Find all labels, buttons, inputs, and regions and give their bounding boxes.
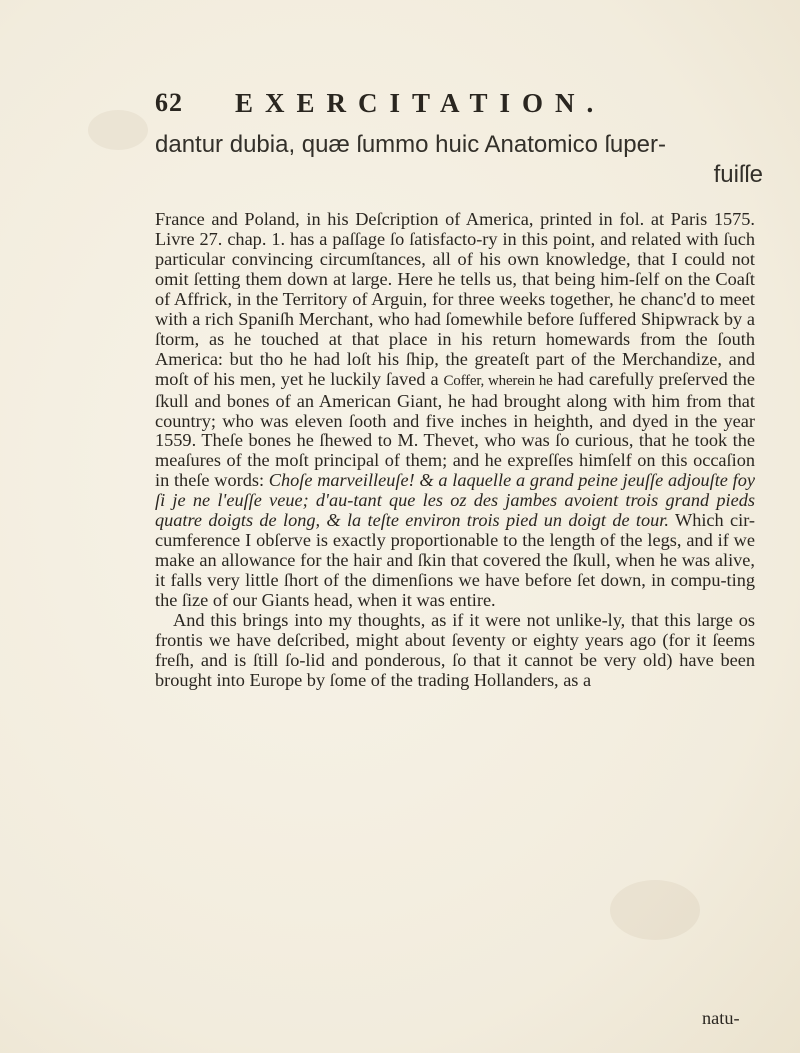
- previous-page-catchline: [155, 130, 795, 190]
- handwritten-insertion: Coffer, wherein he: [443, 372, 553, 389]
- catchline-line: fuiſſe: [713, 161, 763, 188]
- text-run: France and Poland, in his Deſcription of America, printed in fol. at Paris 1575. Livre 27. chap. 1. has a paſſage ſo ſatisfacto-ry in this point, and related with ſuch particular convincing circumſtances, all of his own knowledge, that I could not omit ſetting them down at large. Here he tells us, that being him-ſelf on the Coaſt of Affrick, in the Territory of Arguin, for three weeks together, he chanc'd to meet with a rich Spaniſh Merchant, who had ſomewhile before ſuffered Shipwrack by a ſtorm, as he touched at that place in his return homewards from the ſouth America: but tho he had loſt his ſhip, the greateſt part of the Merchandize, and moſt of his men, yet he luckily ſaved a: [155, 209, 755, 389]
- catchword: natu-: [702, 1008, 740, 1028]
- paper-stain: [88, 110, 148, 150]
- paragraph: [155, 611, 755, 691]
- paragraph: [155, 210, 755, 611]
- catchline-line: dantur dubia, quæ ſummo huic Anatomico ſuper-: [155, 131, 666, 158]
- page-header: [155, 88, 675, 124]
- page-number: 62: [155, 88, 183, 117]
- paper-stain: [610, 880, 700, 940]
- running-title: EXERCITATION.: [235, 88, 606, 118]
- body-text: [155, 210, 755, 691]
- french-quotation: Choſe marveilleuſe! & a laquelle a grand peine jeuſſe adjouſte foy ſi je ne l'euſſe veue; d'au-tant que les oz des jambes avoient trois grand pieds quatre doigts de long, & la teſte environ trois pied un doigt de tour.: [155, 470, 755, 531]
- text-run: had carefully preſerved the ſkull and bones of an American Giant, he had brought along with him from that country; who was eleven ſooth and five inches in heighth, and dyed in the year 1559. Theſe bones he ſhewed to M. Thevet, who was ſo curious, that he took the meaſures of the moſt principal of them; and he expreſſes himſelf on this occaſion in theſe words:: [155, 368, 755, 491]
- text-run: And this brings into my thoughts, as if it were not unlike-ly, that this large os frontis we have deſcribed, might about ſeventy or eighty years ago (for it ſeems freſh, and is ſtill ſo-lid and ponderous, ſo that it cannot be very old) have been brought into Europe by ſome of the trading Hollanders, as a: [155, 610, 755, 690]
- text-run: Which cir-cumference I obſerve is exactly proportionable to the length of the legs, and if we make an allowance for the hair and ſkin that covered the ſkull, when he was alive, it falls very little ſhort of the dimenſions we have before ſet down, in compu-ting the ſize of our Giants head, when it was entire.: [155, 510, 756, 611]
